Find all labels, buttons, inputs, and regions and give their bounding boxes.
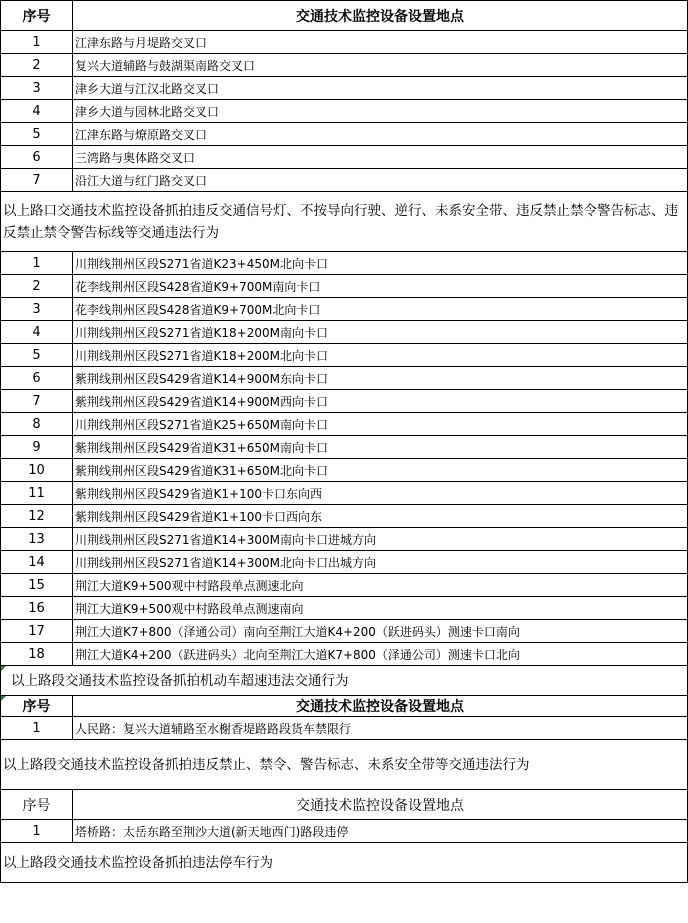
row-num: 1 bbox=[1, 31, 73, 54]
row-num: 1 bbox=[1, 717, 73, 740]
row-location: 川荆线荆州区段S271省道K18+200M南向卡口 bbox=[73, 321, 688, 344]
row-num: 3 bbox=[1, 298, 73, 321]
row-num: 8 bbox=[1, 413, 73, 436]
column-header-location: 交通技术监控设备设置地点 bbox=[73, 696, 688, 717]
row-location: 荆江大道K9+500观中村路段单点测速北向 bbox=[73, 574, 688, 597]
section4-note-row bbox=[1, 843, 688, 883]
table-row bbox=[1, 390, 688, 413]
row-location: 津乡大道与江汉北路交叉口 bbox=[73, 77, 688, 100]
row-location: 紫荆线荆州区段S429省道K31+650M南向卡口 bbox=[73, 436, 688, 459]
table-row bbox=[1, 275, 688, 298]
row-location: 川荆线荆州区段S271省道K14+300M北向卡口出城方向 bbox=[73, 551, 688, 574]
row-num: 10 bbox=[1, 459, 73, 482]
row-location: 紫荆线荆州区段S429省道K14+900M西向卡口 bbox=[73, 390, 688, 413]
row-num: 3 bbox=[1, 77, 73, 100]
row-location: 江津东路与月堤路交叉口 bbox=[73, 31, 688, 54]
column-header-location: 交通技术监控设备设置地点 bbox=[73, 790, 688, 820]
row-num: 13 bbox=[1, 528, 73, 551]
row-location: 川荆线荆州区段S271省道K18+200M北向卡口 bbox=[73, 344, 688, 367]
row-location: 紫荆线荆州区段S429省道K1+100卡口东向西 bbox=[73, 482, 688, 505]
table-row bbox=[1, 100, 688, 123]
row-num: 5 bbox=[1, 123, 73, 146]
row-location: 花李线荆州区段S428省道K9+700M北向卡口 bbox=[73, 298, 688, 321]
column-header-num: 序号 bbox=[1, 696, 73, 717]
row-num: 6 bbox=[1, 146, 73, 169]
row-num: 1 bbox=[1, 252, 73, 275]
table-row bbox=[1, 146, 688, 169]
section2-note: 以上路段交通技术监控设备抓拍机动车超速违法交通行为 bbox=[1, 666, 688, 696]
row-num: 17 bbox=[1, 620, 73, 643]
table-row bbox=[1, 321, 688, 344]
table-row bbox=[1, 367, 688, 390]
row-location: 川荆线荆州区段S271省道K23+450M北向卡口 bbox=[73, 252, 688, 275]
section1-header-row bbox=[1, 1, 688, 31]
table-row bbox=[1, 528, 688, 551]
table-row bbox=[1, 717, 688, 740]
row-num: 4 bbox=[1, 321, 73, 344]
row-num: 12 bbox=[1, 505, 73, 528]
section1-note: 以上路口交通技术监控设备抓拍违反交通信号灯、不按导向行驶、逆行、未系安全带、违反禁止禁令警告标志、违反禁止禁令警告标线等交通违法行为 bbox=[1, 192, 688, 252]
row-num: 6 bbox=[1, 367, 73, 390]
row-location: 荆江大道K9+500观中村路段单点测速南向 bbox=[73, 597, 688, 620]
table-row bbox=[1, 574, 688, 597]
table-row bbox=[1, 505, 688, 528]
row-location: 紫荆线荆州区段S429省道K1+100卡口西向东 bbox=[73, 505, 688, 528]
table-row bbox=[1, 643, 688, 666]
row-num: 2 bbox=[1, 54, 73, 77]
row-location: 川荆线荆州区段S271省道K14+300M南向卡口进城方向 bbox=[73, 528, 688, 551]
row-location: 人民路：复兴大道辅路至水榭香堤路路段货车禁限行 bbox=[73, 717, 688, 740]
table-row bbox=[1, 820, 688, 843]
row-location: 沿江大道与红门路交叉口 bbox=[73, 169, 688, 192]
row-num: 2 bbox=[1, 275, 73, 298]
table-row bbox=[1, 413, 688, 436]
table-row bbox=[1, 597, 688, 620]
row-location: 荆江大道K7+800（泽通公司）南向至荆江大道K4+200（跃进码头）测速卡口南向 bbox=[73, 620, 688, 643]
table-row bbox=[1, 123, 688, 146]
table-row bbox=[1, 459, 688, 482]
section3-header-row bbox=[1, 696, 688, 717]
table-row bbox=[1, 551, 688, 574]
row-location: 荆江大道K4+200（跃进码头）北向至荆江大道K7+800（泽通公司）测速卡口北向 bbox=[73, 643, 688, 666]
row-location: 紫荆线荆州区段S429省道K31+650M北向卡口 bbox=[73, 459, 688, 482]
table-row bbox=[1, 620, 688, 643]
section3-note: 以上路段交通技术监控设备抓拍违反禁止、禁令、警告标志、未系安全带等交通违法行为 bbox=[1, 740, 688, 790]
row-num: 11 bbox=[1, 482, 73, 505]
table-row bbox=[1, 252, 688, 275]
row-location: 津乡大道与园林北路交叉口 bbox=[73, 100, 688, 123]
row-location: 塔桥路：太岳东路至荆沙大道(新天地西门)路段违停 bbox=[73, 820, 688, 843]
table-row bbox=[1, 31, 688, 54]
section4-note: 以上路段交通技术监控设备抓拍违法停车行为 bbox=[1, 843, 688, 883]
row-num: 5 bbox=[1, 344, 73, 367]
section4-header-row bbox=[1, 790, 688, 820]
section1-note-row bbox=[1, 192, 688, 252]
table-row bbox=[1, 77, 688, 100]
row-num: 14 bbox=[1, 551, 73, 574]
column-header-location: 交通技术监控设备设置地点 bbox=[73, 1, 688, 31]
table-row bbox=[1, 482, 688, 505]
table-row bbox=[1, 54, 688, 77]
row-location: 江津东路与燎原路交叉口 bbox=[73, 123, 688, 146]
row-num: 9 bbox=[1, 436, 73, 459]
row-location: 复兴大道辅路与鼓湖渠南路交叉口 bbox=[73, 54, 688, 77]
row-location: 三湾路与奥体路交叉口 bbox=[73, 146, 688, 169]
table-row bbox=[1, 344, 688, 367]
row-num: 18 bbox=[1, 643, 73, 666]
row-num: 1 bbox=[1, 820, 73, 843]
row-location: 紫荆线荆州区段S429省道K14+900M东向卡口 bbox=[73, 367, 688, 390]
table-row bbox=[1, 436, 688, 459]
column-header-num: 序号 bbox=[1, 1, 73, 31]
row-num: 4 bbox=[1, 100, 73, 123]
table-row bbox=[1, 169, 688, 192]
section2-note-row bbox=[1, 666, 688, 696]
row-num: 16 bbox=[1, 597, 73, 620]
row-location: 川荆线荆州区段S271省道K25+650M南向卡口 bbox=[73, 413, 688, 436]
row-num: 7 bbox=[1, 169, 73, 192]
row-num: 7 bbox=[1, 390, 73, 413]
row-num: 15 bbox=[1, 574, 73, 597]
table-row bbox=[1, 298, 688, 321]
row-location: 花李线荆州区段S428省道K9+700M南向卡口 bbox=[73, 275, 688, 298]
column-header-num: 序号 bbox=[1, 790, 73, 820]
section3-note-row bbox=[1, 740, 688, 790]
